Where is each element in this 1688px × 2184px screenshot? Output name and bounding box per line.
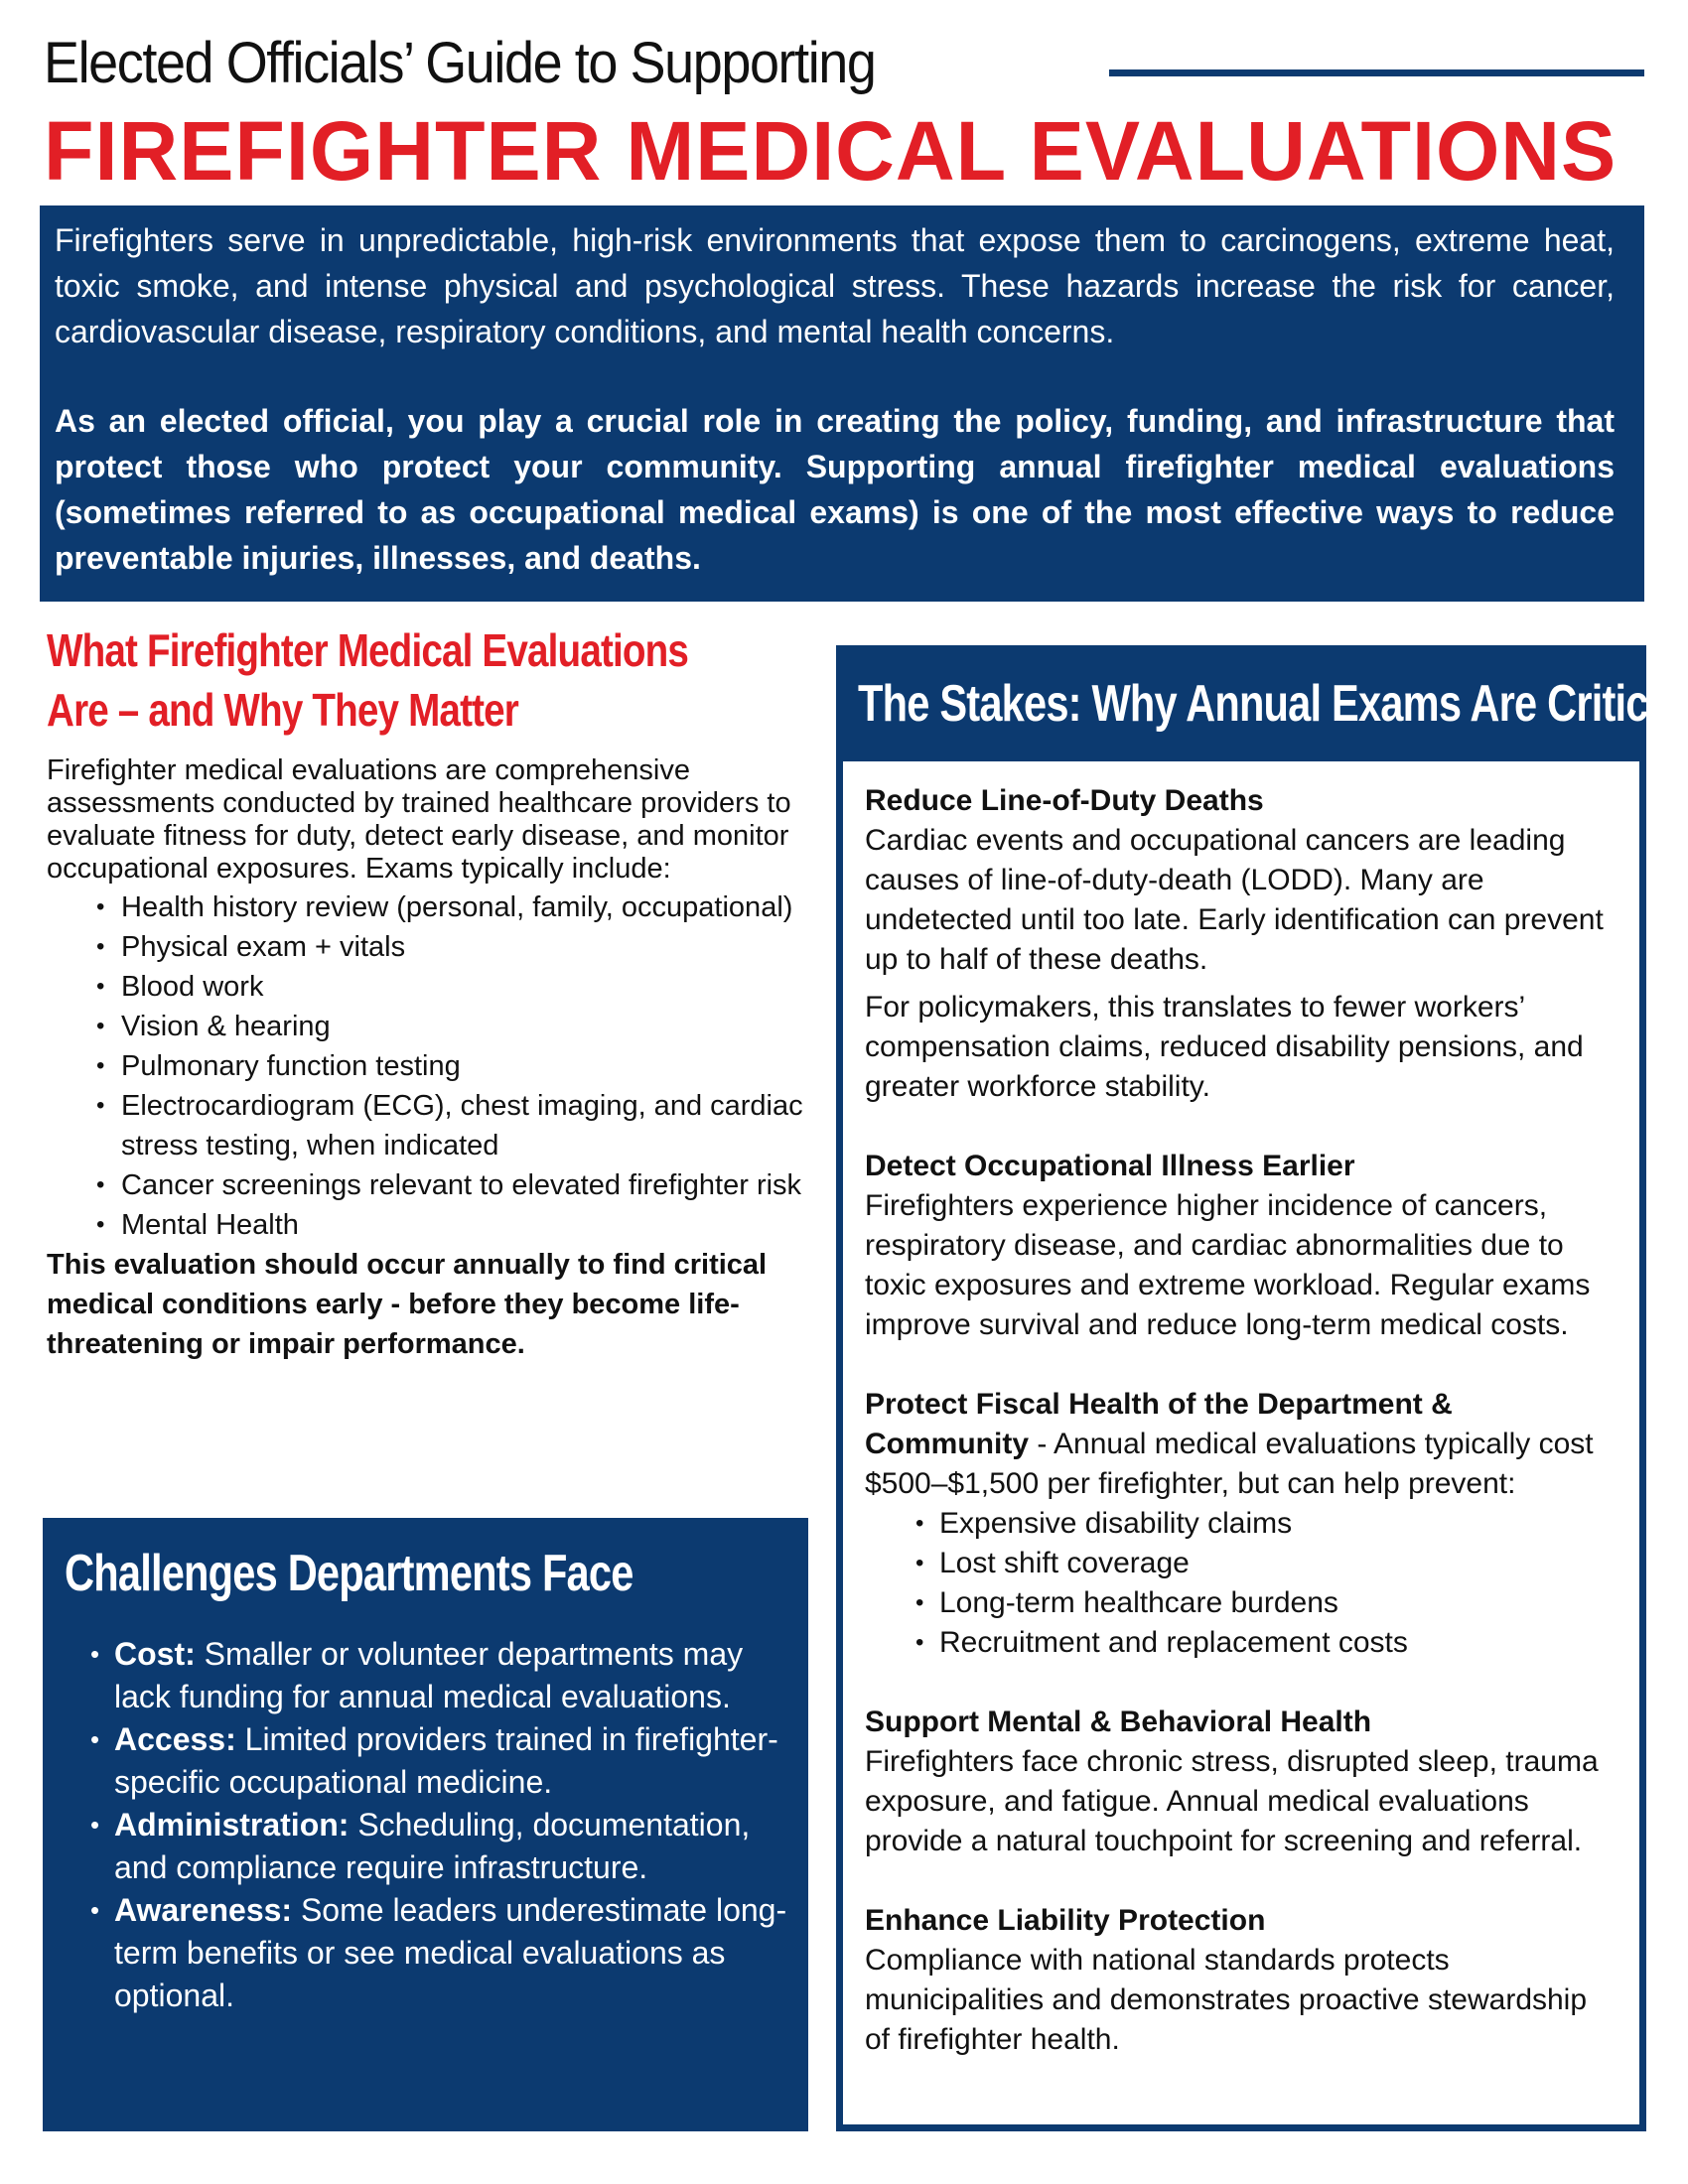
stakes-heading: The Stakes: Why Annual Exams Are Critical xyxy=(858,674,1681,733)
section-followup: For policymakers, this translates to fewer workers’ compensation claims, reduced disability pensions, and greater workforce stability. xyxy=(865,991,1584,1103)
intro-paragraph: Firefighters serve in unpredictable, high-risk environments that expose them to carcinogens, extreme heat, toxic smoke, and intense physical and psychological stress. These hazards increase the risk for cancer, cardiovascular disease, respiratory conditions, and mental health concerns. xyxy=(55,222,1615,349)
list-item xyxy=(114,1889,788,2017)
challenge-text: Limited providers trained in firefighter-specific occupational medicine. xyxy=(114,1721,778,1800)
stakes-section xyxy=(865,1385,1619,1663)
section-title: Detect Occupational Illness Earlier xyxy=(865,1150,1355,1182)
list-item: • Electrocardiogram (ECG), chest imaging, and cardiac stress testing, when indicated xyxy=(121,1086,811,1165)
section-body: Firefighters face chronic stress, disrupted sleep, trauma exposure, and fatigue. Annual medical evaluations provide a natural touchpoint for screening and referral. xyxy=(865,1745,1599,1857)
stakes-section xyxy=(865,1147,1619,1345)
section-body: Cardiac events and occupational cancers are leading causes of line-of-duty-death (LODD). Many are undetected until too late. Early identification can prevent up to half of these deaths. xyxy=(865,824,1604,976)
list-item: • Blood work xyxy=(121,967,811,1007)
list-item xyxy=(114,1633,788,1718)
list-item: • Vision & hearing xyxy=(121,1007,811,1046)
list-item: • Long-term healthcare burdens xyxy=(939,1583,1619,1623)
section-combined xyxy=(865,1385,1619,1504)
challenge-text: Smaller or volunteer departments may lack funding for annual medical evaluations. xyxy=(114,1636,744,1714)
challenge-label: Cost: xyxy=(114,1636,196,1672)
what-section-heading xyxy=(47,620,689,740)
challenge-text: Some leaders underestimate long-term benefits or see medical evaluations as optional. xyxy=(114,1892,787,2013)
challenge-text: Scheduling, documentation, and compliance require infrastructure. xyxy=(114,1807,751,1885)
challenge-label: Awareness: xyxy=(114,1892,293,1928)
list-item xyxy=(114,1718,788,1804)
stakes-section xyxy=(865,1901,1619,2060)
heading-line: Are – and Why They Matter xyxy=(47,684,518,736)
list-item: • Expensive disability claims xyxy=(939,1504,1619,1544)
stakes-box xyxy=(836,645,1681,2131)
prevent-list xyxy=(865,1504,1619,1663)
list-item: • Mental Health xyxy=(121,1205,811,1245)
challenges-box xyxy=(43,1518,808,2131)
section-body: - Annual medical evaluations typically cost $500–$1,500 per firefighter, but can help prevent: xyxy=(865,1428,1594,1500)
intro-box xyxy=(40,205,1644,602)
list-item: • Health history review (personal, family, occupational) xyxy=(121,887,811,927)
intro-paragraph: As an elected official, you play a crucial role in creating the policy, funding, and infrastructure that protect those who protect your community. Supporting annual firefighter medical evaluations (sometimes referred to as occupational medical exams) is one of the most effective ways to reduce preventable injuries, illnesses, and deaths. xyxy=(55,403,1615,576)
what-section-body xyxy=(47,754,811,1364)
section-body: Compliance with national standards protects municipalities and demonstrates proactive stewardship of firefighter health. xyxy=(865,1944,1588,2056)
stakes-section xyxy=(865,781,1619,1107)
stakes-header xyxy=(843,645,1681,761)
section-title: Protect Fiscal Health of the Department & Community xyxy=(865,1388,1453,1460)
what-section-intro: Firefighter medical evaluations are comprehensive assessments conducted by trained healthcare providers to evaluate fitness for duty, detect early disease, and monitor occupational exposures. Exams typically include: xyxy=(47,754,791,885)
stakes-body xyxy=(843,761,1639,2124)
challenge-label: Access: xyxy=(114,1721,236,1757)
challenge-label: Administration: xyxy=(114,1807,350,1843)
list-item xyxy=(114,1804,788,1889)
exam-components-list xyxy=(47,887,811,1245)
list-item: • Cancer screenings relevant to elevated firefighter risk xyxy=(121,1165,811,1205)
list-item: • Physical exam + vitals xyxy=(121,927,811,967)
section-title: Support Mental & Behavioral Health xyxy=(865,1706,1372,1738)
challenges-heading: Challenges Departments Face xyxy=(65,1545,633,1602)
section-title: Reduce Line-of-Duty Deaths xyxy=(865,784,1264,817)
list-item: • Lost shift coverage xyxy=(939,1544,1619,1583)
section-title: Enhance Liability Protection xyxy=(865,1904,1266,1937)
stakes-section xyxy=(865,1703,1619,1861)
list-item: • Pulmonary function testing xyxy=(121,1046,811,1086)
challenges-list xyxy=(65,1633,788,2017)
heading-line: What Firefighter Medical Evaluations xyxy=(47,624,689,676)
title-rule-divider xyxy=(1109,69,1644,76)
document-title: FIREFIGHTER MEDICAL EVALUATIONS xyxy=(44,104,1618,198)
list-item: • Recruitment and replacement costs xyxy=(939,1623,1619,1663)
section-body: Firefighters experience higher incidence of cancers, respiratory disease, and cardiac abnormalities due to toxic exposures and extreme workload. Regular exams improve survival and reduce long-term medical costs. xyxy=(865,1189,1591,1341)
annual-evaluation-note: This evaluation should occur annually to find critical medical conditions early - before they become life-threatening or impair performance. xyxy=(47,1249,768,1360)
document-subtitle: Elected Officials’ Guide to Supporting xyxy=(44,31,876,95)
